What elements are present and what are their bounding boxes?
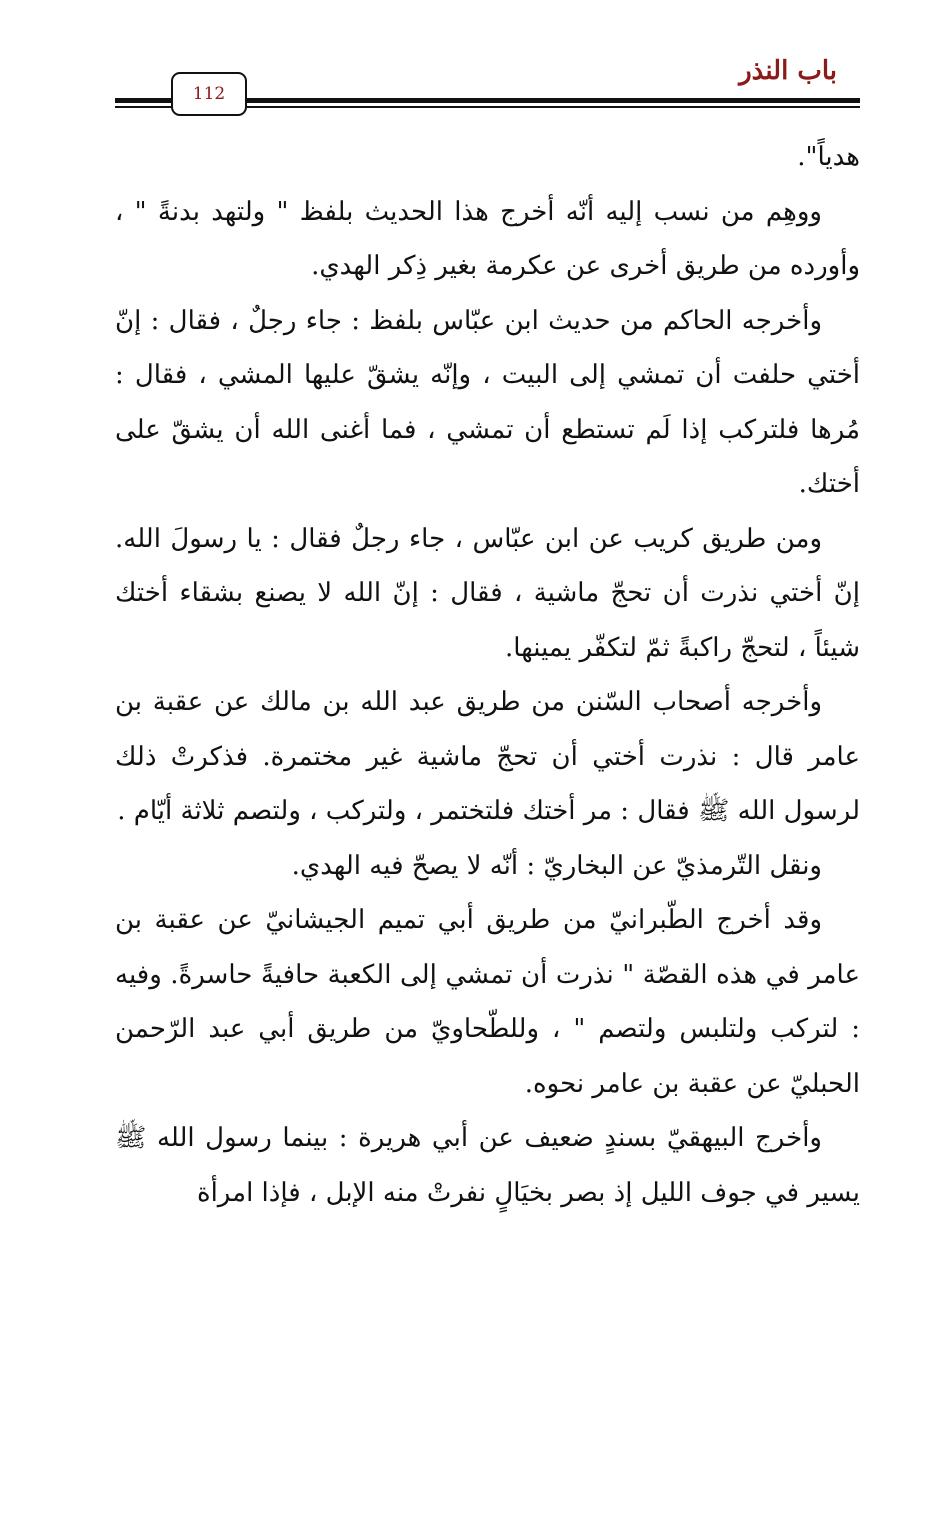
- chapter-title: باب النذر: [739, 56, 837, 86]
- paragraph: وأخرجه أصحاب السّنن من طريق عبد الله بن مالك عن عقبة بن عامر قال : نذرت أختي أن تحجّ ماشية غير مختمرة. فذكرتْ ذلك لرسول الله ﷺ فقال : مر أختك فلتختمر ، ولتركب ، ولتصم ثلاثة أيّام .: [115, 687, 860, 826]
- page-number-badge: [171, 72, 247, 116]
- paragraph: وأخرج البيهقيّ بسندٍ ضعيف عن أبي هريرة : بينما رسول الله ﷺ يسير في جوف الليل إذ بصر بخيَالٍ نفرتْ منه الإبل ، فإذا امرأة: [115, 1123, 860, 1208]
- paragraph: وأخرجه الحاكم من حديث ابن عبّاس بلفظ : جاء رجلٌ ، فقال : إنّ أختي حلفت أن تمشي إلى البيت ، وإنّه يشقّ عليها المشي ، فقال : مُرها فلتركب إذا لَم تستطع أن تمشي ، فما أغنى الله أن يشقّ على أختك.: [115, 305, 860, 499]
- page-number: 112: [192, 84, 226, 104]
- paragraph: وقد أخرج الطّبرانيّ من طريق أبي تميم الجيشانيّ عن عقبة بن عامر في هذه القصّة " نذرت أن تمشي إلى الكعبة حافيةً حاسرةً. وفيه : لتركب ولتلبس ولتصم " ، وللطّحاويّ من طريق أبي عبد الرّحمن الحبليّ عن عقبة بن عامر نحوه.: [115, 905, 860, 1099]
- paragraph: ونقل التّرمذيّ عن البخاريّ : أنّه لا يصحّ فيه الهدي.: [291, 850, 822, 881]
- page-body: [115, 130, 860, 1220]
- paragraph: ومن طريق كريب عن ابن عبّاس ، جاء رجلٌ فقال : يا رسولَ الله. إنّ أختي نذرت أن تحجّ ماشية ، فقال : إنّ الله لا يصنع بشقاء أختك شيئاً ، لتحجّ راكبةً ثمّ لتكفّر يمينها.: [115, 523, 860, 663]
- page-header: [0, 0, 945, 130]
- paragraph: هدياً".: [797, 142, 860, 172]
- paragraph: ووهِم من نسب إليه أنّه أخرج هذا الحديث بلفظ " ولتهد بدنةً " ، وأورده من طريق أخرى عن عكرمة بغير ذِكر الهدي.: [115, 196, 860, 281]
